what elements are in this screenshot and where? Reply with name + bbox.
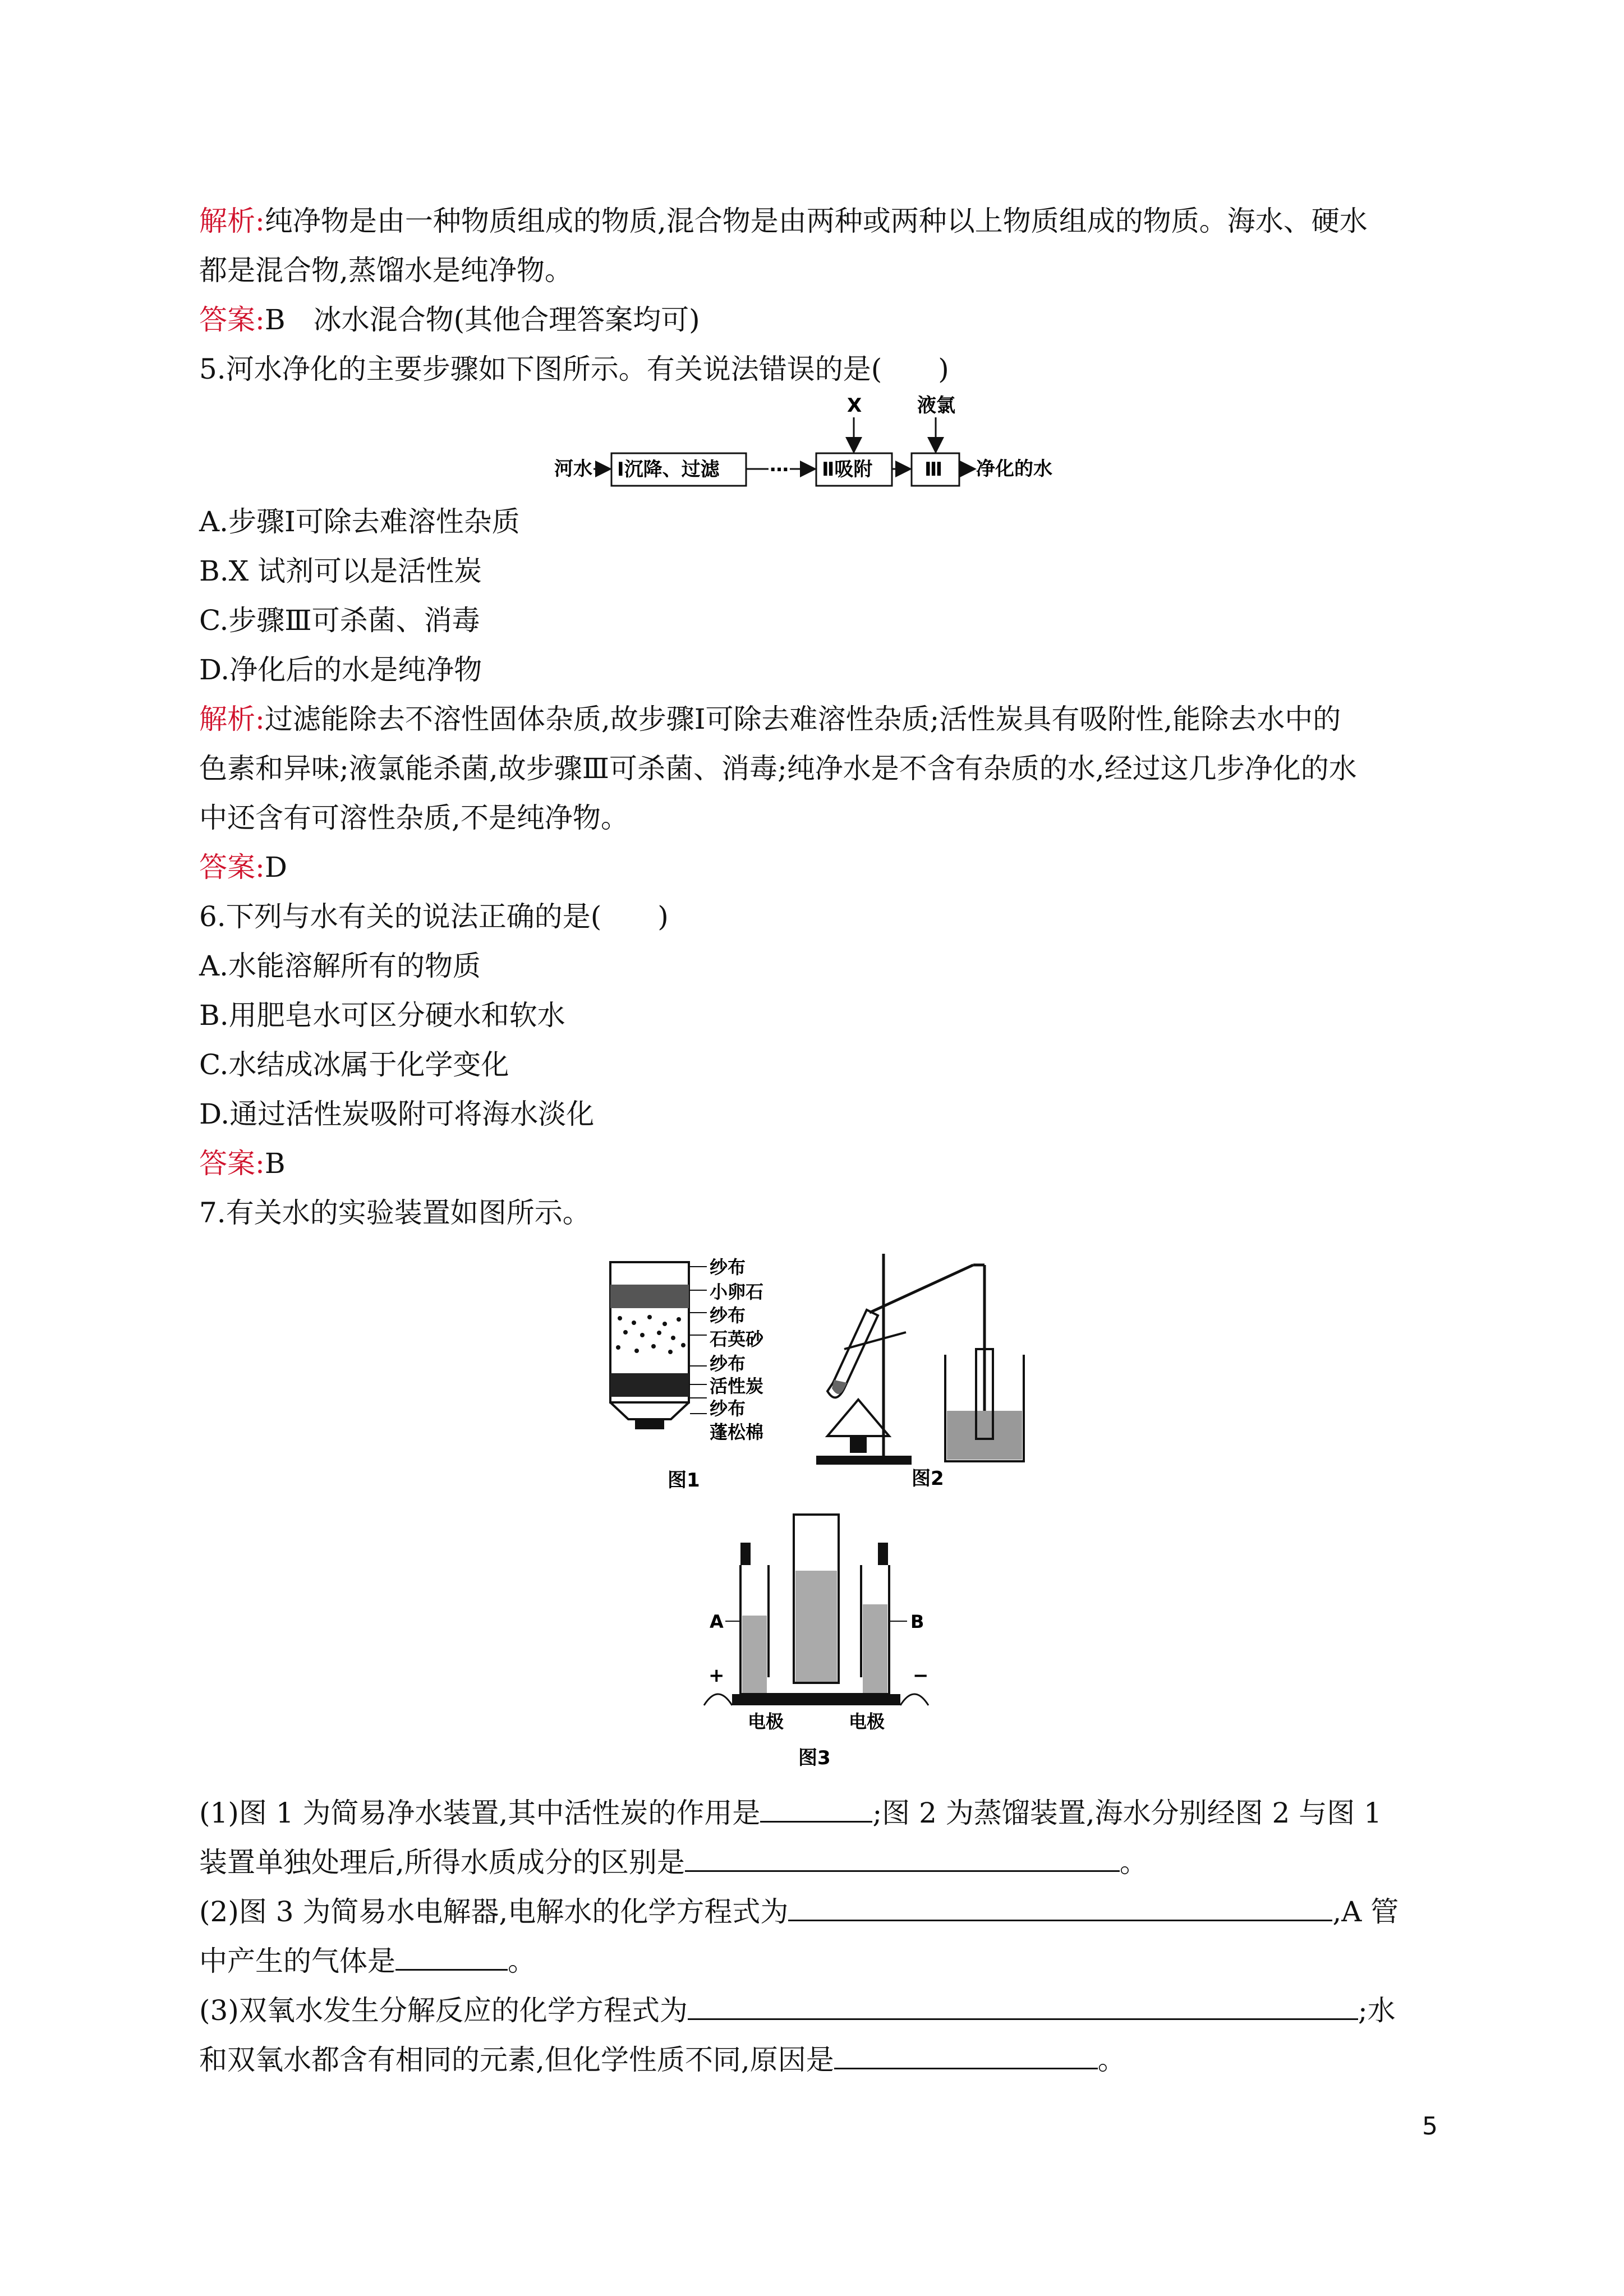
q5-analysis-line-3: 中还含有可溶性杂质,不是纯净物。 bbox=[199, 802, 629, 834]
q6-option-d: D.通过活性炭吸附可将海水淡化 bbox=[199, 1098, 595, 1130]
q6-answer-line bbox=[199, 1145, 286, 1181]
fig3-caption: 图3 bbox=[798, 1747, 831, 1769]
fig1-layer-8: 蓬松棉 bbox=[710, 1421, 764, 1443]
flow-step-1-label: Ⅰ沉降、过滤 bbox=[617, 458, 720, 481]
q4-analysis-line-1 bbox=[199, 203, 1368, 239]
q7-part3-text-c: 和双氧水都含有相同的元素,但化学性质不同,原因是 bbox=[199, 2044, 834, 2076]
flow-step-2-label: Ⅱ吸附 bbox=[822, 458, 873, 481]
q5-option-d: D.净化后的水是纯净物 bbox=[199, 654, 482, 686]
fig1-layer-5: 纱布 bbox=[710, 1353, 746, 1374]
q4-answer: B 冰水混合物(其他合理答案均可) bbox=[264, 303, 700, 336]
analysis-label: 解析: bbox=[199, 703, 265, 735]
answer-blank-4[interactable] bbox=[395, 1941, 508, 1971]
fig3-minus: − bbox=[913, 1664, 929, 1687]
q5-answer: D bbox=[264, 851, 287, 884]
answer-blank-6[interactable] bbox=[834, 2040, 1098, 2069]
figure-1-water-purifier bbox=[595, 1251, 808, 1498]
fig1-layer-3: 纱布 bbox=[710, 1305, 746, 1326]
q5-option-c: C.步骤Ⅲ可杀菌、消毒 bbox=[199, 604, 480, 637]
q6-option-b: B.用肥皂水可区分硬水和软水 bbox=[199, 999, 565, 1032]
q5-analysis-text-1: 过滤能除去不溶性固体杂质,故步骤Ⅰ可除去难溶性杂质;活性炭具有吸附性,能除去水中的 bbox=[264, 703, 1341, 735]
q7-part2-line-2 bbox=[199, 1941, 536, 1979]
q5-analysis-line-2: 色素和异味;液氯能杀菌,故步骤Ⅲ可杀菌、消毒;纯净水是不含有杂质的水,经过这几步净化的水 bbox=[199, 752, 1357, 785]
q7-part3-line-2 bbox=[199, 2040, 1126, 2078]
q7-part2-text-b: ,A 管 bbox=[1332, 1895, 1399, 1928]
q6-option-c: C.水结成冰属于化学变化 bbox=[199, 1048, 509, 1081]
fig1-layer-2: 小卵石 bbox=[710, 1281, 764, 1303]
flow-start-label: 河水 bbox=[554, 458, 592, 480]
fig1-layer-6: 活性炭 bbox=[710, 1375, 764, 1397]
q6-option-a: A.水能溶解所有的物质 bbox=[199, 950, 481, 982]
answer-blank-5[interactable] bbox=[688, 1990, 1358, 2020]
flow-chlorine-label: 液氯 bbox=[917, 394, 955, 417]
answer-label: 答案: bbox=[199, 851, 265, 884]
page-number: 5 bbox=[1422, 2112, 1438, 2141]
fig3-electrode-left: 电极 bbox=[748, 1711, 784, 1732]
q7-stem: 7.有关水的实验装置如图所示。 bbox=[199, 1197, 591, 1229]
fig3-electrode-right: 电极 bbox=[849, 1711, 885, 1732]
analysis-label: 解析: bbox=[199, 205, 265, 237]
q6-stem: 6.下列与水有关的说法正确的是( ) bbox=[199, 900, 669, 933]
river-water-flow-diagram bbox=[550, 393, 1088, 494]
q6-answer: B bbox=[264, 1147, 286, 1180]
q7-part3-text-b: ;水 bbox=[1358, 1994, 1396, 2027]
q7-part2-text-a: (2)图 3 为简易水电解器,电解水的化学方程式为 bbox=[199, 1895, 789, 1928]
q5-option-a: A.步骤Ⅰ可除去难溶性杂质 bbox=[199, 505, 520, 538]
q7-part2-text-c: 中产生的气体是 bbox=[199, 1945, 395, 1977]
figure-2-distillation bbox=[805, 1243, 1057, 1498]
fig1-caption: 图1 bbox=[668, 1469, 700, 1492]
answer-blank-3[interactable] bbox=[788, 1892, 1332, 1921]
fig2-caption: 图2 bbox=[912, 1467, 944, 1490]
fig1-layer-7: 纱布 bbox=[710, 1398, 746, 1419]
q5-answer-line bbox=[199, 849, 287, 885]
q4-analysis-line-2: 都是混合物,蒸馏水是纯净物。 bbox=[199, 254, 573, 287]
q7-part1-line-2 bbox=[199, 1842, 1148, 1880]
answer-label: 答案: bbox=[199, 1147, 265, 1180]
fig3-label-b: B bbox=[910, 1611, 924, 1632]
q4-answer-line bbox=[199, 302, 700, 338]
q5-analysis-line-1 bbox=[199, 701, 1341, 737]
q7-part1-text-c: 装置单独处理后,所得水质成分的区别是 bbox=[199, 1846, 685, 1879]
fig3-label-a: A bbox=[710, 1611, 724, 1632]
fig1-layer-4: 石英砂 bbox=[710, 1328, 764, 1350]
q7-part1-text-a: (1)图 1 为简易净水装置,其中活性炭的作用是 bbox=[199, 1797, 761, 1829]
answer-label: 答案: bbox=[199, 303, 265, 336]
flow-dots: … bbox=[770, 454, 789, 476]
flow-end-label: 净化的水 bbox=[976, 458, 1052, 480]
figure-3-electrolysis bbox=[698, 1503, 945, 1778]
answer-blank-2[interactable] bbox=[685, 1842, 1120, 1872]
q7-part2-text-d: 。 bbox=[508, 1945, 536, 1977]
fig1-layer-1: 纱布 bbox=[710, 1257, 746, 1278]
q5-stem: 5.河水净化的主要步骤如下图所示。有关说法错误的是( ) bbox=[199, 353, 949, 385]
answer-blank-1[interactable] bbox=[760, 1793, 872, 1823]
flow-step-3-label: Ⅲ bbox=[924, 458, 943, 481]
q7-part3-text-a: (3)双氧水发生分解反应的化学方程式为 bbox=[199, 1994, 688, 2027]
q4-analysis-text-1: 纯净物是由一种物质组成的物质,混合物是由两种或两种以上物质组成的物质。海水、硬水 bbox=[264, 205, 1368, 237]
q5-option-b: B.X 试剂可以是活性炭 bbox=[199, 555, 482, 587]
flow-x-label: X bbox=[847, 394, 862, 417]
q7-part1-text-d: 。 bbox=[1119, 1846, 1148, 1879]
q7-part2-line-1 bbox=[199, 1892, 1398, 1930]
q7-part3-text-d: 。 bbox=[1097, 2044, 1126, 2076]
q7-part3-line-1 bbox=[199, 1990, 1396, 2028]
q7-part1-text-b: ;图 2 为蒸馏装置,海水分别经图 2 与图 1 bbox=[872, 1797, 1382, 1829]
fig3-plus: + bbox=[709, 1664, 725, 1687]
q7-part1-line-1 bbox=[199, 1793, 1382, 1831]
